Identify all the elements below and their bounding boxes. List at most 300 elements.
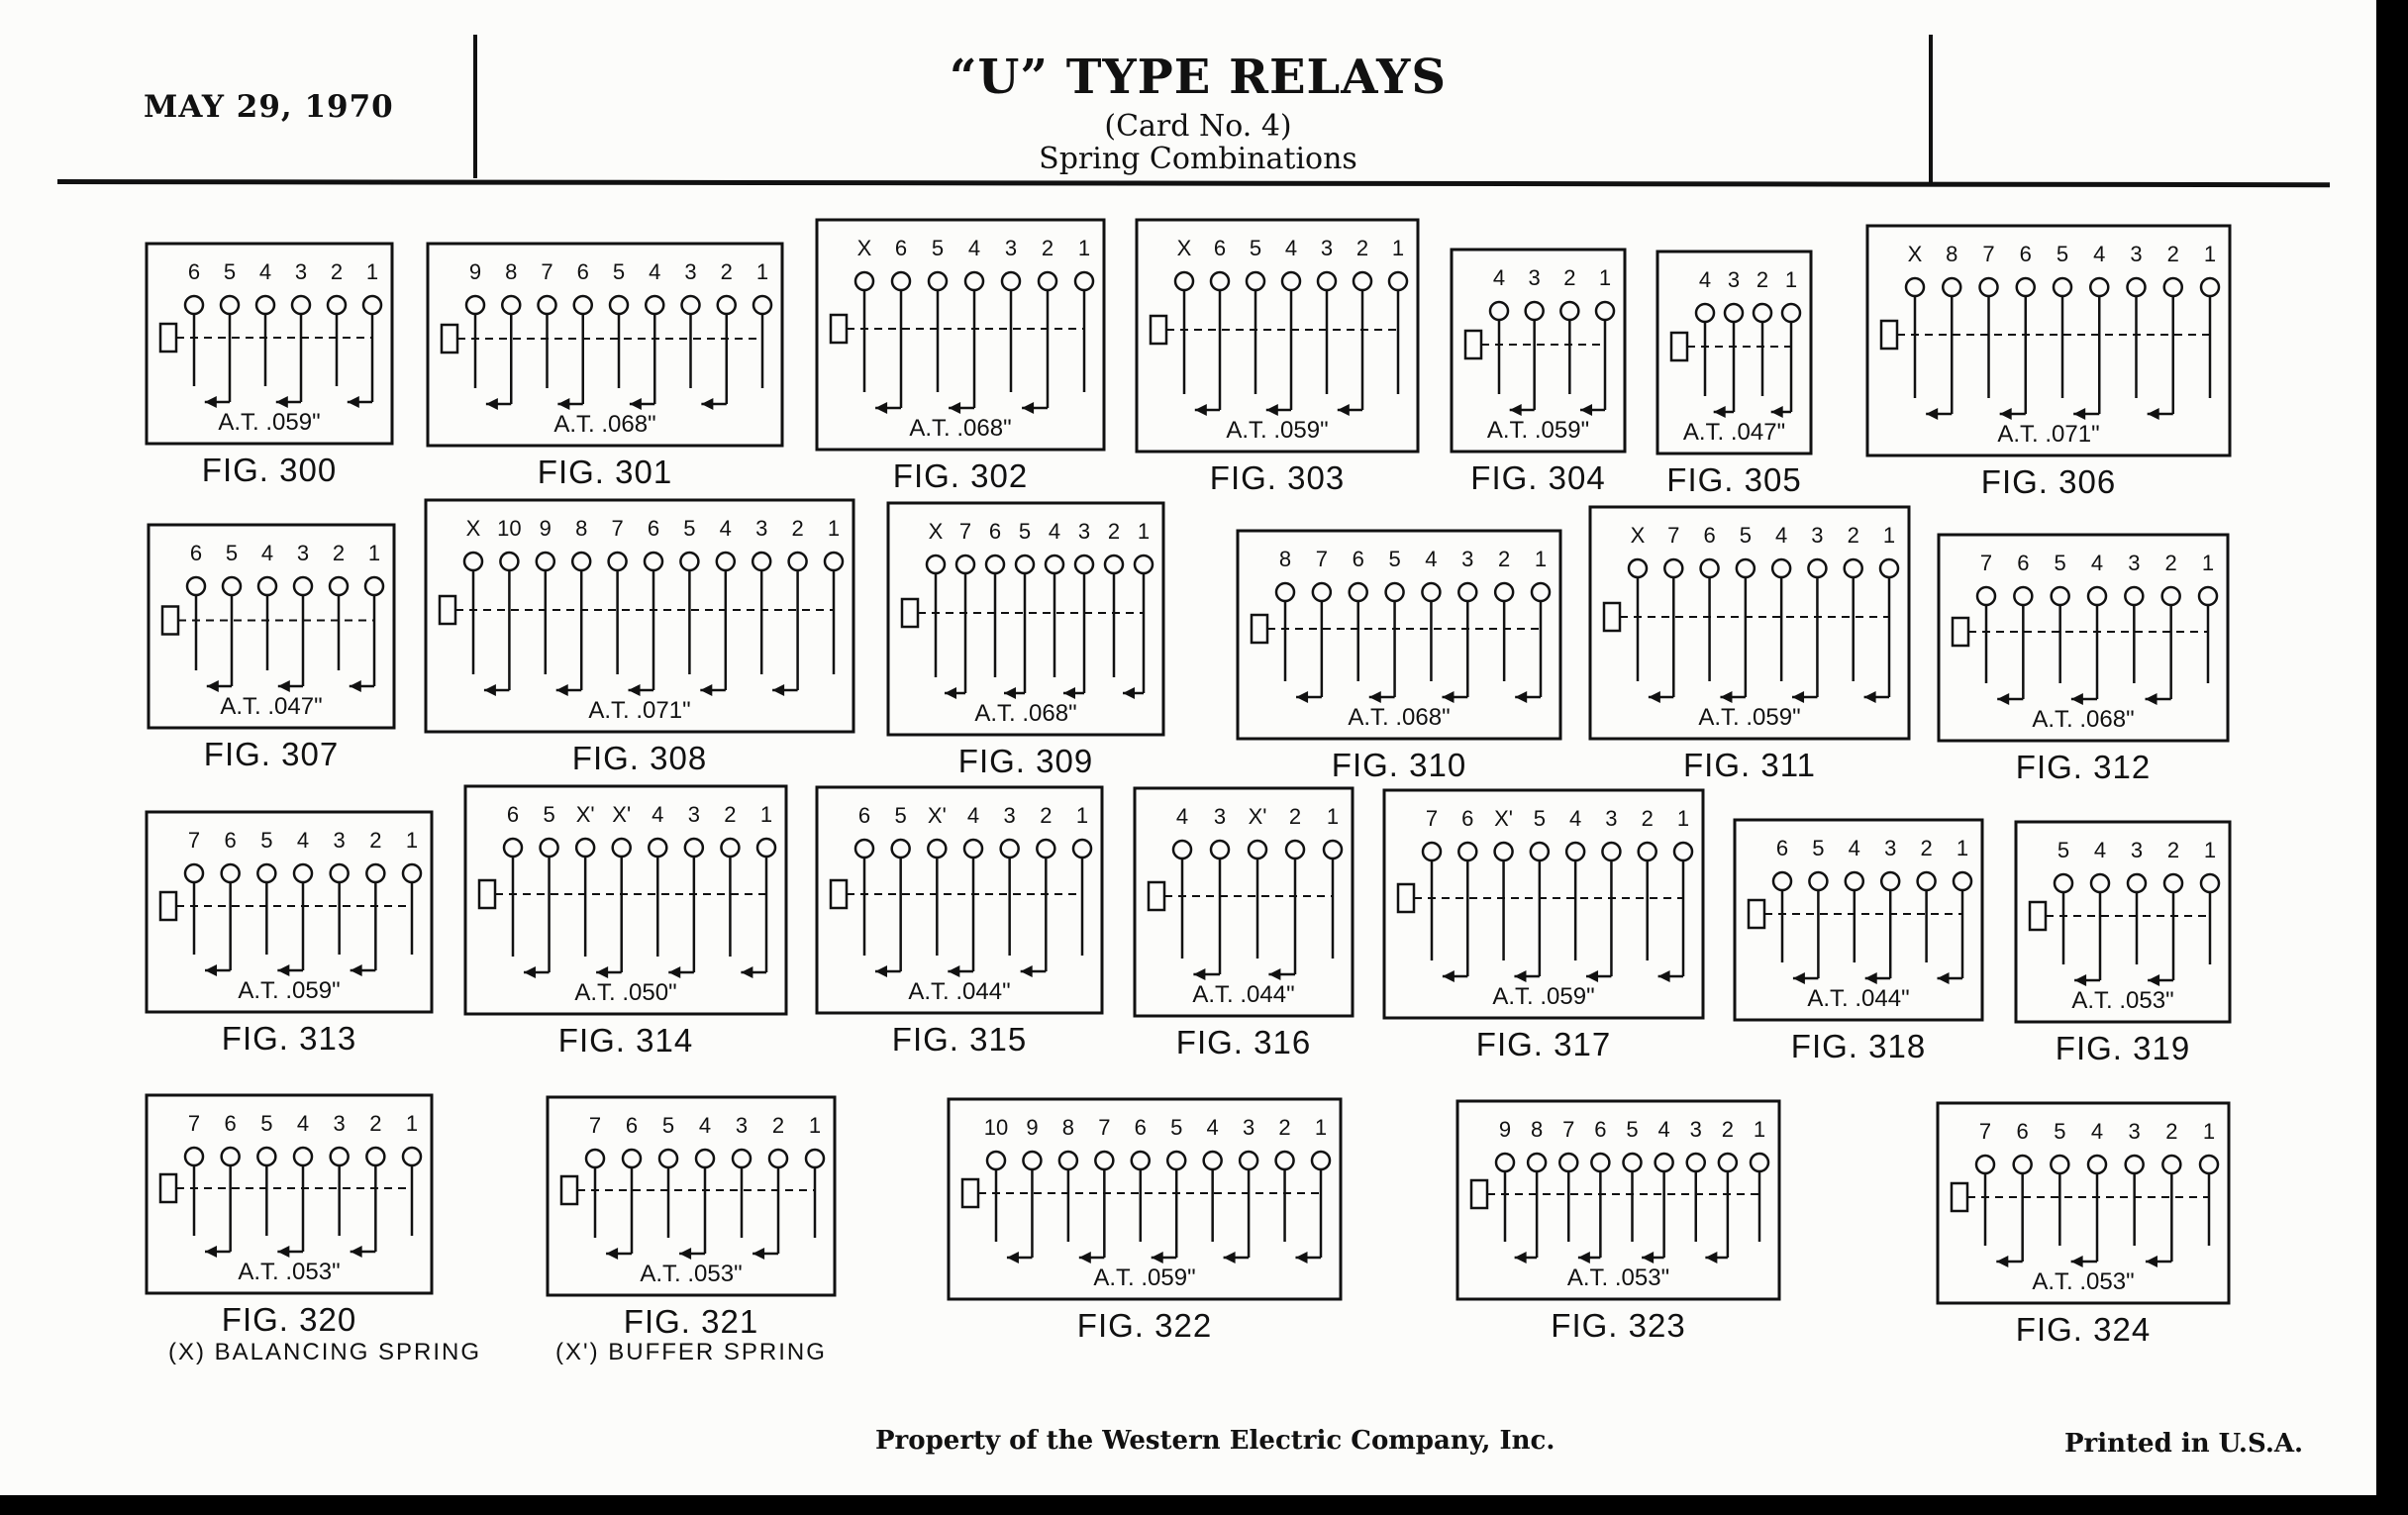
spring-terminal	[1808, 559, 1826, 577]
spring-terminal	[1458, 843, 1476, 860]
spring-number: 1	[827, 516, 841, 541]
spring-number: 8	[1531, 1117, 1544, 1142]
spring-number: 5	[223, 259, 237, 284]
figure-label: FIG. 317	[1475, 1026, 1612, 1062]
spring-number: 2	[2165, 1119, 2178, 1144]
footnote-buffer: (X') BUFFER SPRING	[555, 1339, 827, 1365]
spring-terminal	[929, 272, 947, 290]
spring-number: 6	[1775, 836, 1789, 860]
spring-terminal	[928, 840, 946, 858]
spring-number: 4	[649, 259, 661, 284]
spring-terminal	[1976, 1156, 1994, 1173]
coil-icon	[1471, 1180, 1487, 1208]
spring-number: 4	[1175, 804, 1189, 829]
figure-label: FIG. 320	[221, 1301, 357, 1338]
relay-figure	[817, 220, 1104, 494]
spring-terminal	[1980, 278, 1998, 296]
spring-number: 5	[931, 236, 945, 260]
spring-number: 2	[1756, 267, 1769, 292]
spring-terminal	[1977, 587, 1995, 605]
spring-terminal	[1422, 583, 1440, 601]
contact-arrow-icon	[1022, 402, 1034, 414]
spring-terminal	[294, 577, 312, 595]
spring-number: 6	[625, 1113, 639, 1138]
spring-terminal	[1719, 1154, 1737, 1171]
spring-number: 5	[543, 802, 555, 827]
coil-icon	[1252, 615, 1267, 643]
spring-terminal	[1037, 840, 1054, 858]
contact-arrow-icon	[2071, 693, 2083, 705]
coil-icon	[442, 325, 457, 353]
spring-terminal	[365, 577, 383, 595]
spring-number: 6	[224, 828, 237, 853]
contact-arrow-icon	[1658, 970, 1670, 982]
spring-number: 3	[2130, 242, 2143, 266]
contact-arrow-icon	[1063, 687, 1075, 699]
spring-number: 1	[1075, 803, 1089, 828]
coil-icon	[440, 596, 455, 624]
contact-arrow-icon	[1193, 968, 1205, 980]
relay-figure	[1867, 226, 2230, 500]
contact-arrow-icon	[875, 402, 887, 414]
spring-number: 7	[1667, 523, 1680, 548]
spring-number: 4	[1775, 523, 1788, 548]
contact-arrow-icon	[1586, 970, 1598, 982]
spring-terminal	[892, 272, 910, 290]
spring-terminal	[1560, 302, 1578, 320]
spring-terminal	[504, 839, 522, 857]
spring-number: 6	[647, 516, 660, 541]
spring-number: 7	[187, 1111, 201, 1136]
contact-arrow-icon	[2000, 408, 2012, 420]
spring-number: 1	[1753, 1117, 1766, 1142]
coil-icon	[1953, 618, 1968, 646]
spring-number: 6	[2019, 242, 2032, 266]
spring-terminal	[1023, 1152, 1041, 1169]
contact-arrow-icon	[2148, 974, 2159, 986]
coil-icon	[962, 1179, 978, 1207]
contact-arrow-icon	[351, 964, 362, 976]
spring-terminal	[1674, 843, 1692, 860]
spring-terminal	[1696, 304, 1714, 322]
spring-number: X	[1630, 523, 1646, 548]
contact-arrow-icon	[679, 1248, 691, 1260]
relay-figure	[428, 244, 782, 490]
spring-number: 3	[1605, 806, 1618, 831]
spring-terminal	[1751, 1154, 1768, 1171]
spring-terminal	[2017, 278, 2035, 296]
spring-terminal	[986, 556, 1004, 573]
figure-label: FIG. 309	[957, 743, 1094, 779]
spring-terminal	[613, 839, 631, 857]
spring-terminal	[328, 296, 346, 314]
figure-label: FIG. 311	[1683, 747, 1816, 783]
contact-arrow-icon	[1515, 1252, 1527, 1263]
contact-arrow-icon	[1195, 404, 1207, 416]
contact-arrow-icon	[1266, 404, 1278, 416]
contact-arrow-icon	[1926, 408, 1938, 420]
contact-arrow-icon	[1510, 404, 1522, 416]
spring-terminal	[733, 1150, 751, 1167]
spring-terminal	[645, 553, 662, 570]
spring-terminal	[2014, 587, 2032, 605]
spring-terminal	[466, 296, 484, 314]
spring-terminal	[294, 1148, 312, 1165]
spring-terminal	[2199, 587, 2217, 605]
spring-number: 2	[2166, 242, 2179, 266]
spring-number: 1	[2203, 242, 2217, 266]
relay-figure	[147, 244, 392, 488]
spring-terminal	[1286, 841, 1304, 858]
spring-terminal	[2162, 1156, 2180, 1173]
relay-figure	[1238, 531, 1560, 783]
coil-icon	[162, 607, 178, 635]
contact-arrow-icon	[2146, 693, 2157, 705]
spring-terminal	[659, 1150, 677, 1167]
spring-number: 6	[1134, 1115, 1147, 1140]
air-gap-label: A.T. .053"	[238, 1259, 341, 1285]
spring-terminal	[1782, 304, 1800, 322]
spring-number: 1	[1534, 547, 1548, 571]
spring-terminal	[363, 296, 381, 314]
figure-label: FIG. 314	[557, 1022, 694, 1059]
spring-terminal	[1318, 272, 1336, 290]
spring-number: 1	[1956, 836, 1969, 860]
contact-arrow-icon	[1938, 972, 1950, 984]
spring-terminal	[2088, 1156, 2106, 1173]
spring-number: 8	[1278, 547, 1292, 571]
spring-terminal	[1918, 872, 1936, 890]
spring-number: 5	[1812, 836, 1825, 860]
contact-arrow-icon	[2146, 1256, 2157, 1267]
spring-number: 9	[1026, 1115, 1039, 1140]
contact-arrow-icon	[524, 966, 536, 978]
spring-terminal	[1737, 559, 1755, 577]
spring-number: 4	[1425, 547, 1438, 571]
contact-arrow-icon	[1443, 970, 1455, 982]
contact-arrow-icon	[484, 684, 496, 696]
spring-terminal	[1490, 302, 1508, 320]
spring-number: 5	[2054, 551, 2066, 575]
contact-arrow-icon	[348, 396, 359, 408]
figure-label: FIG. 308	[571, 740, 708, 776]
spring-terminal	[1629, 559, 1647, 577]
spring-terminal	[753, 296, 771, 314]
air-gap-label: A.T. .059"	[218, 409, 321, 436]
spring-terminal	[576, 839, 594, 857]
contact-arrow-icon	[1996, 1256, 2008, 1267]
spring-number: 2	[2166, 838, 2180, 862]
spring-terminal	[806, 1150, 824, 1167]
spring-number: 5	[683, 516, 696, 541]
spring-number: 6	[506, 802, 520, 827]
spring-terminal	[1249, 841, 1266, 858]
spring-terminal	[1167, 1152, 1185, 1169]
air-gap-label: A.T. .047"	[1682, 419, 1786, 446]
spring-number: 2	[1278, 1115, 1291, 1140]
spring-number: 4	[698, 1113, 712, 1138]
spring-number: X'	[575, 802, 595, 827]
spring-terminal	[1664, 559, 1682, 577]
card-subtitle: Spring Combinations	[1039, 142, 1357, 176]
spring-terminal	[1132, 1152, 1150, 1169]
spring-number: 7	[611, 516, 624, 541]
spring-terminal	[623, 1150, 641, 1167]
spring-number: 6	[1461, 806, 1474, 831]
spring-number: 1	[365, 259, 379, 284]
spring-terminal	[223, 577, 241, 595]
air-gap-label: A.T. .053"	[2032, 1268, 2135, 1295]
contact-arrow-icon	[596, 966, 608, 978]
spring-terminal	[646, 296, 663, 314]
contact-arrow-icon	[557, 398, 569, 410]
coil-icon	[561, 1176, 577, 1204]
figure-label: FIG. 323	[1551, 1307, 1686, 1344]
spring-number: 2	[1498, 547, 1511, 571]
spring-number: 8	[505, 259, 518, 284]
spring-number: 6	[1352, 547, 1364, 571]
footer-property: Property of the Western Electric Company, Inc.	[875, 1426, 1555, 1456]
spring-terminal	[1495, 843, 1513, 860]
spring-terminal	[257, 1148, 275, 1165]
spring-number: 1	[367, 541, 381, 565]
spring-number: 1	[1326, 804, 1340, 829]
spring-number: 5	[1249, 236, 1262, 260]
spring-terminal	[2125, 587, 2143, 605]
spring-terminal	[403, 864, 421, 882]
spring-terminal	[1039, 272, 1056, 290]
spring-number: 3	[294, 259, 308, 284]
air-gap-label: A.T. .059"	[238, 977, 341, 1004]
spring-terminal	[1105, 556, 1123, 573]
spring-number: 5	[1739, 523, 1752, 548]
contact-arrow-icon	[1007, 1252, 1019, 1263]
figure-label: FIG. 302	[892, 457, 1029, 494]
contact-arrow-icon	[205, 1246, 217, 1258]
coil-icon	[1604, 603, 1620, 631]
spring-terminal	[539, 296, 556, 314]
spring-number: 5	[260, 828, 273, 853]
contact-arrow-icon	[948, 965, 959, 977]
spring-terminal	[1204, 1152, 1222, 1169]
spring-number: 6	[187, 259, 201, 284]
spring-number: 7	[541, 259, 553, 284]
spring-terminal	[331, 864, 349, 882]
spring-number: 2	[1721, 1117, 1734, 1142]
air-gap-label: A.T. .059"	[1226, 417, 1329, 444]
spring-number: 5	[2057, 838, 2070, 862]
spring-number: 7	[1982, 242, 1995, 266]
spring-terminal	[1602, 843, 1620, 860]
contact-arrow-icon	[1793, 972, 1805, 984]
spring-number: 3	[1004, 236, 1018, 260]
spring-terminal	[464, 553, 482, 570]
spring-terminal	[987, 1152, 1005, 1169]
contact-arrow-icon	[2074, 974, 2086, 986]
spring-terminal	[2088, 587, 2106, 605]
relay-figure	[147, 1095, 432, 1338]
spring-terminal	[537, 553, 554, 570]
spring-terminal	[1809, 872, 1827, 890]
contact-arrow-icon	[2148, 408, 2159, 420]
spring-terminal	[1624, 1154, 1642, 1171]
spring-terminal	[1313, 583, 1331, 601]
air-gap-label: A.T. .053"	[2071, 987, 2174, 1014]
figure-label: FIG. 324	[2015, 1311, 2152, 1348]
coil-icon	[1398, 884, 1414, 912]
spring-terminal	[1002, 272, 1020, 290]
spring-terminal	[1276, 583, 1294, 601]
spring-terminal	[574, 296, 592, 314]
air-gap-label: A.T. .053"	[640, 1261, 743, 1287]
spring-number: 1	[1137, 519, 1151, 544]
spring-terminal	[1725, 304, 1743, 322]
spring-number: 3	[1077, 519, 1091, 544]
spring-number: 5	[894, 803, 907, 828]
relay-figure	[1590, 507, 1909, 783]
spring-terminal	[2201, 874, 2219, 892]
spring-number: 3	[1213, 804, 1227, 829]
spring-number: 3	[333, 1111, 346, 1136]
spring-number: 2	[724, 802, 737, 827]
spring-number: 6	[988, 519, 1002, 544]
spring-terminal	[2201, 278, 2219, 296]
contact-arrow-icon	[2071, 1256, 2083, 1267]
contact-arrow-icon	[1004, 687, 1016, 699]
spring-number: 4	[652, 802, 664, 827]
spring-number: 3	[735, 1113, 749, 1138]
air-gap-label: A.T. .047"	[220, 693, 323, 720]
contact-arrow-icon	[945, 687, 956, 699]
spring-terminal	[187, 577, 205, 595]
spring-number: 7	[1978, 1119, 1992, 1144]
coil-icon	[479, 880, 495, 908]
relay-figure	[548, 1097, 835, 1340]
contact-arrow-icon	[278, 680, 290, 692]
scan-border-bottom	[0, 1495, 2408, 1515]
figure-label: FIG. 322	[1076, 1307, 1213, 1344]
spring-number: 2	[1920, 836, 1933, 860]
spring-terminal	[892, 840, 910, 858]
relay-figure	[147, 812, 432, 1057]
spring-terminal	[1566, 843, 1584, 860]
spring-number: 7	[588, 1113, 602, 1138]
spring-number: 1	[1391, 236, 1405, 260]
relay-figure	[1384, 790, 1703, 1062]
spring-number: 3	[1528, 265, 1541, 290]
spring-number: 5	[2054, 1119, 2066, 1144]
spring-terminal	[330, 577, 348, 595]
spring-terminal	[1906, 278, 1924, 296]
spring-terminal	[1324, 841, 1342, 858]
spring-terminal	[586, 1150, 604, 1167]
spring-terminal	[1073, 840, 1091, 858]
contact-arrow-icon	[276, 396, 288, 408]
spring-terminal	[964, 840, 982, 858]
spring-terminal	[541, 839, 558, 857]
spring-number: X'	[1248, 804, 1267, 829]
spring-number: 3	[1461, 547, 1474, 571]
spring-terminal	[1954, 872, 1971, 890]
coil-icon	[831, 880, 847, 908]
spring-number: 4	[1492, 265, 1506, 290]
spring-number: 2	[1563, 265, 1576, 290]
spring-number: 2	[1847, 523, 1859, 548]
spring-terminal	[1943, 278, 1960, 296]
spring-terminal	[1687, 1154, 1705, 1171]
spring-terminal	[366, 1148, 384, 1165]
spring-number: 3	[687, 802, 700, 827]
spring-number: X	[465, 516, 481, 541]
spring-number: 5	[260, 1111, 273, 1136]
spring-terminal	[185, 864, 203, 882]
spring-number: 4	[2090, 1119, 2104, 1144]
contact-arrow-icon	[1296, 691, 1308, 703]
figure-label: FIG. 307	[203, 736, 340, 772]
spring-number: 2	[1641, 806, 1654, 831]
relay-figure	[465, 786, 786, 1059]
spring-terminal	[609, 553, 627, 570]
spring-number: X'	[1494, 806, 1514, 831]
spring-terminal	[2162, 587, 2180, 605]
spring-number: 3	[1727, 267, 1741, 292]
contact-arrow-icon	[606, 1248, 618, 1260]
spring-terminal	[1773, 872, 1791, 890]
figure-label: FIG. 315	[891, 1021, 1028, 1058]
spring-terminal	[1528, 1154, 1546, 1171]
footer-printed: Printed in U.S.A.	[2064, 1429, 2304, 1459]
contact-arrow-icon	[668, 966, 680, 978]
spring-terminal	[1175, 272, 1193, 290]
spring-terminal	[1075, 272, 1093, 290]
spring-terminal	[2164, 874, 2182, 892]
spring-terminal	[1596, 302, 1614, 320]
figure-label: FIG. 305	[1666, 461, 1802, 498]
spring-terminal	[1046, 556, 1063, 573]
figure-label: FIG. 300	[201, 452, 338, 488]
spring-terminal	[1754, 304, 1771, 322]
relay-figure	[426, 500, 853, 776]
footnote-balancing: (X) BALANCING SPRING	[168, 1339, 482, 1365]
spring-terminal	[292, 296, 310, 314]
contact-arrow-icon	[1864, 691, 1876, 703]
figure-label: FIG. 301	[537, 454, 673, 490]
contact-arrow-icon	[205, 396, 217, 408]
spring-terminal	[1423, 843, 1441, 860]
spring-terminal	[1211, 272, 1229, 290]
spring-terminal	[1282, 272, 1300, 290]
spring-number: 1	[759, 802, 773, 827]
contact-arrow-icon	[629, 684, 641, 696]
spring-terminal	[680, 553, 698, 570]
spring-number: 4	[2093, 242, 2106, 266]
relay-figure	[888, 503, 1163, 779]
spring-number: 6	[894, 236, 908, 260]
spring-terminal	[1135, 556, 1153, 573]
spring-number: 3	[755, 516, 768, 541]
spring-number: 4	[967, 236, 981, 260]
contact-arrow-icon	[1515, 691, 1527, 703]
air-gap-label: A.T. .059"	[1093, 1264, 1196, 1291]
relay-figure	[1135, 788, 1353, 1060]
spring-terminal	[1312, 1152, 1330, 1169]
spring-terminal	[1495, 583, 1513, 601]
spring-number: 3	[296, 541, 310, 565]
relay-figure	[1137, 220, 1418, 496]
spring-terminal	[685, 839, 703, 857]
spring-number: 4	[1848, 836, 1860, 860]
spring-number: 6	[857, 803, 871, 828]
